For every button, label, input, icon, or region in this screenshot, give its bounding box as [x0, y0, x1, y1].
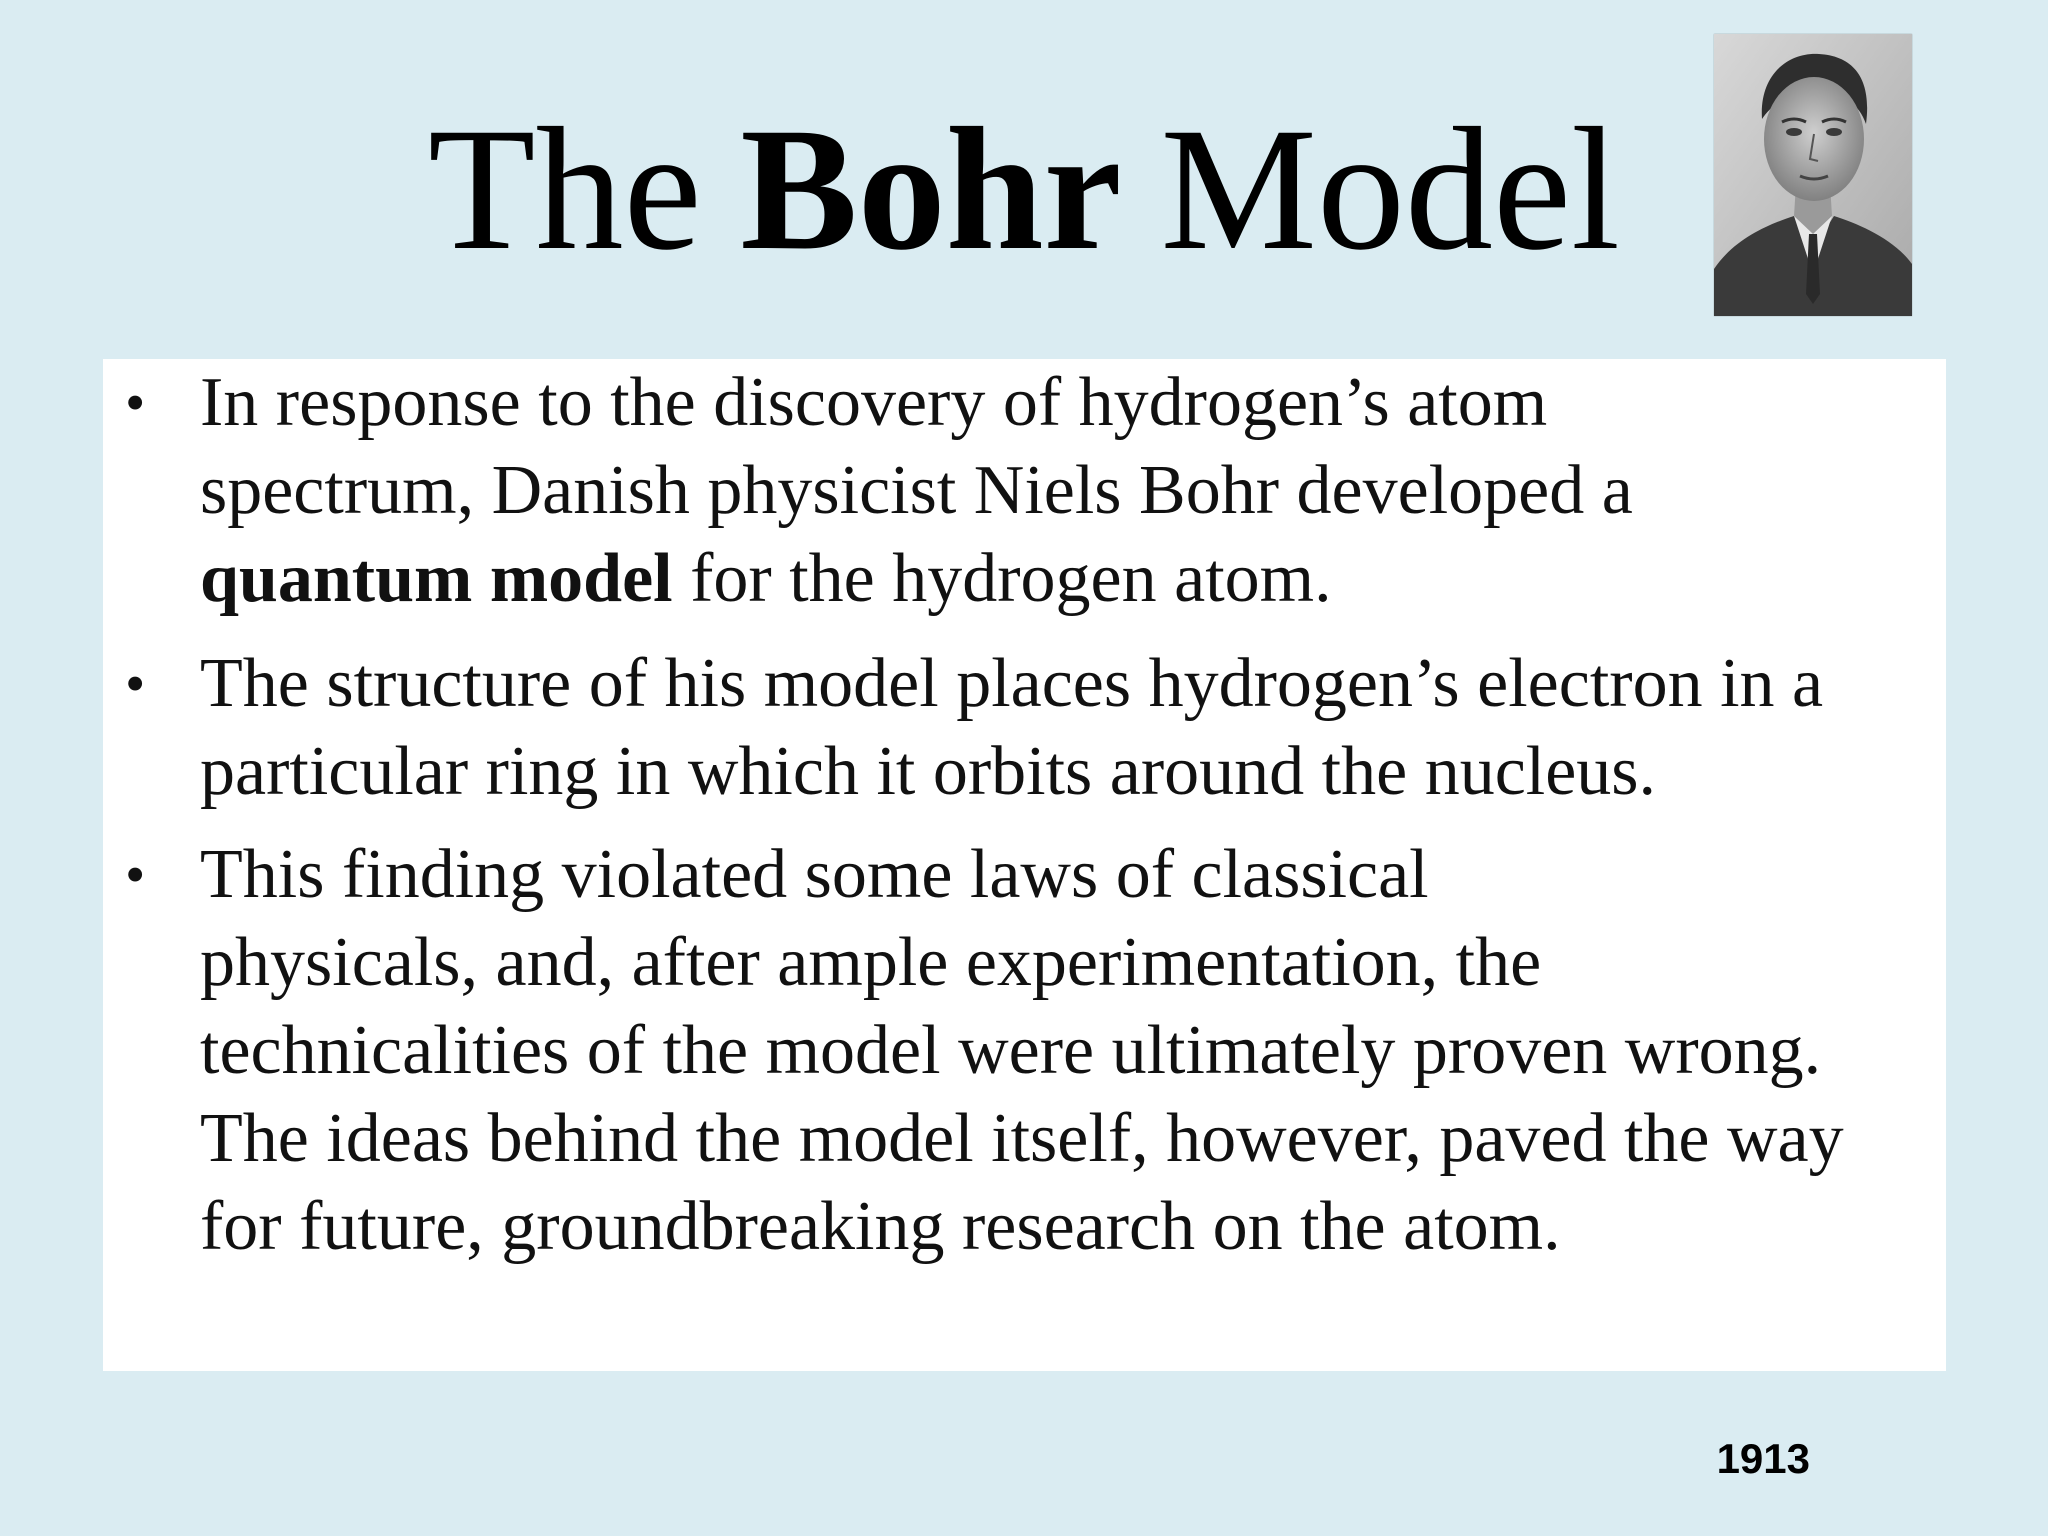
bullet-item-1 — [103, 359, 1946, 623]
bullet-item-3 — [103, 831, 1946, 1271]
bullet-item-2 — [103, 640, 1946, 816]
bullet-2-line-2: particular ring in which it orbits around the nucleus. — [200, 733, 1657, 810]
title-bold-word: Bohr — [740, 92, 1122, 287]
bullet-1-line-2: spectrum, Danish physicist Niels Bohr developed a — [200, 452, 1633, 529]
bullet-2-line-1: The structure of his model places hydrogen’s electron in a — [200, 645, 1824, 722]
bullet-dot: • — [125, 651, 146, 716]
year-label: 1913 — [1716, 1435, 1810, 1482]
portrait-photo-icon — [1714, 34, 1912, 316]
title-part-1: The — [428, 92, 702, 287]
bullet-1-line-3-tail: for the hydrogen atom. — [672, 540, 1332, 617]
portrait-photo — [1714, 34, 1912, 316]
content-box — [103, 359, 1946, 1371]
bullet-list — [103, 359, 1946, 1271]
bullet-1-line-3 — [200, 535, 1946, 623]
bullet-3-line-4: The ideas behind the model itself, however, paved the way — [200, 1100, 1844, 1177]
bold-phrase-quantum-model: quantum model — [200, 540, 673, 617]
bullet-3-line-5: for future, groundbreaking research on the atom. — [200, 1188, 1561, 1265]
bullet-dot: • — [125, 842, 146, 907]
bullet-1-line-1: In response to the discovery of hydrogen’s atom — [200, 364, 1548, 441]
bullet-3-line-2: physicals, and, after ample experimentation, the — [200, 924, 1542, 1001]
title-part-2: Model — [1160, 92, 1620, 287]
bullet-dot: • — [125, 370, 146, 435]
bullet-3-line-3: technicalities of the model were ultimately proven wrong. — [200, 1012, 1822, 1089]
bullet-3-line-1: This finding violated some laws of classical — [200, 836, 1429, 913]
